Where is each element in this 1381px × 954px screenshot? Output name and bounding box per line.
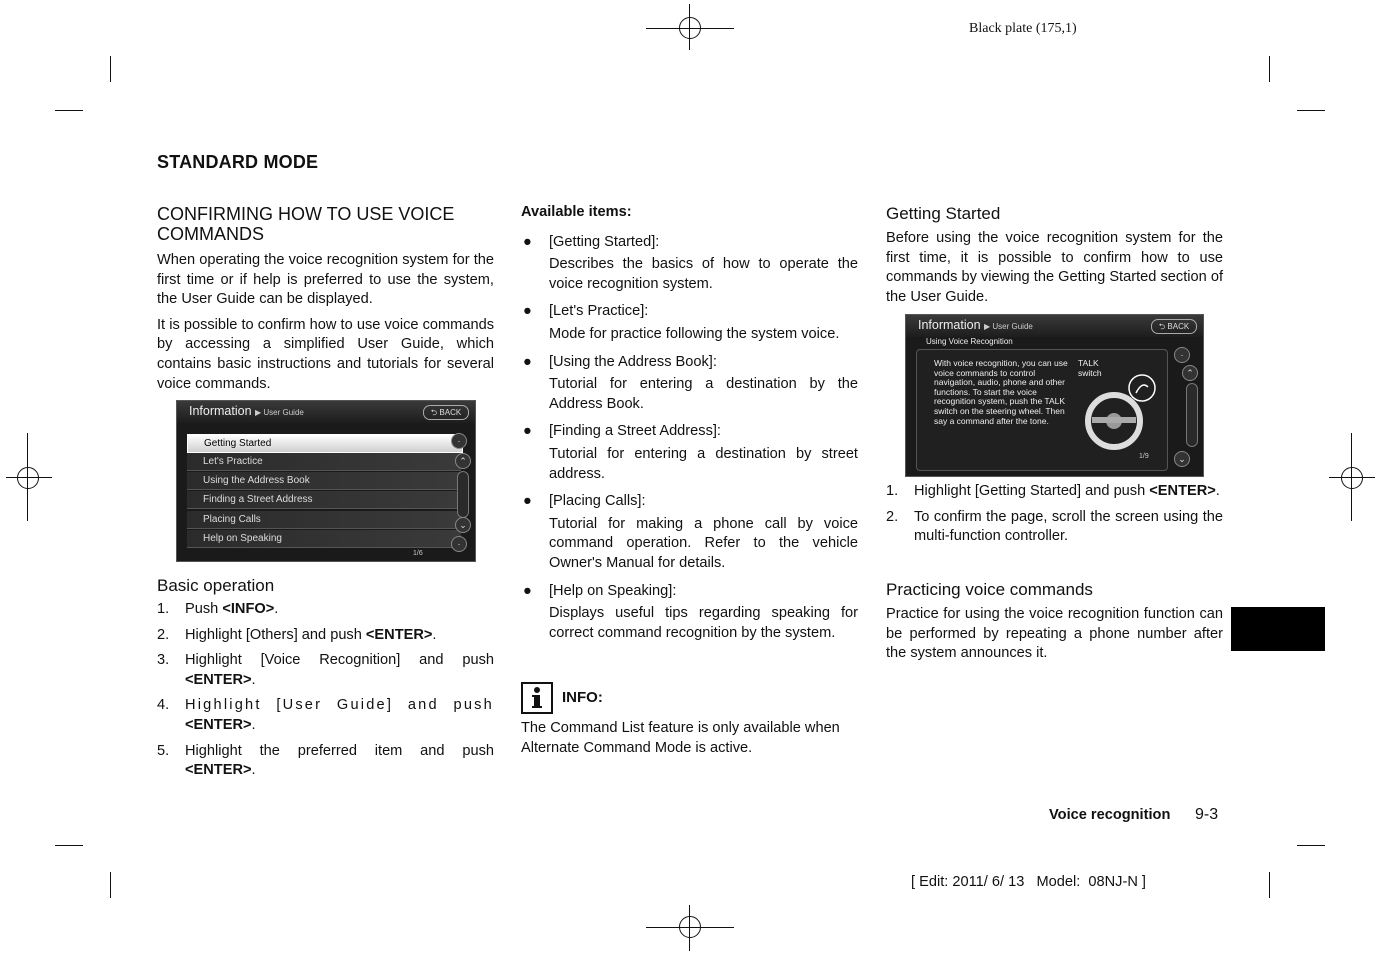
column-1 xyxy=(157,204,494,400)
available-items-list xyxy=(521,233,858,644)
section-title: STANDARD MODE xyxy=(157,152,319,172)
screen-subtitle: Using Voice Recognition xyxy=(926,337,1013,346)
menu-item-lets-practice[interactable]: Let's Practice xyxy=(187,453,461,471)
steps-list xyxy=(157,600,494,781)
heading-getting-started: Getting Started xyxy=(886,204,1001,223)
scrollbar[interactable] xyxy=(457,471,469,518)
heading-confirming: CONFIRMING HOW TO USE VOICE COMMANDS xyxy=(157,204,455,244)
chevron-down-icon[interactable]: ⌄ xyxy=(455,517,471,533)
page-indicator: 1/6 xyxy=(413,550,423,557)
menu-item-help-speaking[interactable]: Help on Speaking xyxy=(187,530,461,548)
list-item: ● [Getting Started]: Describes the basics of how to operate the voice recognition system. xyxy=(523,233,858,292)
info-text: The Command List feature is only available when Alternate Command Mode is active. xyxy=(521,720,840,756)
screen-body-text: With voice recognition, you can use voice commands to control navigation, audio, phone and other functions. To start the voice recognition system, push the TALK switch on the steering wheel. Then say a command after the tone. xyxy=(934,358,1068,426)
list-item: ● [Placing Calls]: Tutorial for making a phone call by voice command operation. Refer to the vehicle Owner's Manual for details. xyxy=(523,493,858,571)
list-item: ● [Finding a Street Address]: Tutorial for entering a destination by street address. xyxy=(523,423,858,482)
getting-started-screen xyxy=(905,314,1204,477)
menu-item-placing-calls[interactable]: Placing Calls xyxy=(187,511,461,529)
scroll-up-icon[interactable]: · xyxy=(1174,347,1190,363)
footer-section: Voice recognition xyxy=(1049,807,1171,823)
page-number: 9-3 xyxy=(1195,806,1219,823)
paragraph: It is possible to confirm how to use voice commands by accessing a simplified User Guide, which contains basic instructions and tutorials for several voice commands. xyxy=(157,316,494,392)
step-item: 3. Highlight [Voice Recognition] and push <ENTER>. xyxy=(157,652,494,688)
getting-started-steps xyxy=(886,482,1223,553)
menu-item-getting-started[interactable]: Getting Started xyxy=(187,434,463,453)
scroll-up-icon[interactable]: · xyxy=(451,433,467,449)
talk-switch-label: TALK switch xyxy=(1078,358,1102,378)
back-button[interactable]: ⮌ BACK xyxy=(423,405,469,420)
step-item: 2. Highlight [Others] and push <ENTER>. xyxy=(157,626,437,643)
chevron-up-icon[interactable]: ⌃ xyxy=(1182,365,1198,381)
screen-header xyxy=(906,315,1203,337)
plate-label: Black plate (175,1) xyxy=(969,21,1077,36)
info-label: INFO: xyxy=(562,689,603,706)
step-item: 4. Highlight [User Guide] and push <ENTER>. xyxy=(157,697,494,733)
step-item: 1. Highlight [Getting Started] and push <ENTER>. xyxy=(886,483,1220,499)
paragraph: Practice for using the voice recognition function can be performed by repeating a phone number after the system announces it. xyxy=(886,606,1223,662)
scroll-down-icon[interactable]: · xyxy=(451,536,467,552)
steering-wheel-icon xyxy=(1084,373,1166,453)
chevron-down-icon[interactable]: ⌄ xyxy=(1174,451,1190,467)
screen-title: Information ▶ User Guide xyxy=(918,318,1033,332)
page-indicator: 1/9 xyxy=(1139,453,1149,460)
heading-practicing: Practicing voice commands xyxy=(886,580,1093,599)
list-item: ● [Help on Speaking]: Displays useful tips regarding speaking for correct command recognition by the system. xyxy=(523,582,858,641)
menu-item-address-book[interactable]: Using the Address Book xyxy=(187,472,461,490)
step-item: 5. Highlight the preferred item and push <ENTER>. xyxy=(157,742,494,779)
column-2 xyxy=(521,203,858,651)
user-guide-screen xyxy=(176,400,476,562)
info-icon xyxy=(521,682,553,714)
screen-header xyxy=(177,401,475,423)
step-item: 1. Push <INFO>. xyxy=(157,601,279,617)
list-item: ● [Let's Practice]: Mode for practice following the system voice. xyxy=(523,303,840,342)
edit-info: [ Edit: 2011/ 6/ 13 Model: 08NJ-N ] xyxy=(911,874,1146,890)
available-items-label: Available items: xyxy=(521,204,632,220)
step-item: 2. To confirm the page, scroll the screen using the multi-function controller. xyxy=(886,508,1223,545)
section-tab xyxy=(1231,607,1325,651)
practicing-section xyxy=(886,580,1223,670)
scrollbar[interactable] xyxy=(1186,383,1198,447)
list-item: ● [Using the Address Book]: Tutorial for entering a destination by the Address Book. xyxy=(523,353,858,412)
paragraph: When operating the voice recognition system for the first time or if help is preferred to use the system, the User Guide can be displayed. xyxy=(157,252,494,308)
menu-item-street-address[interactable]: Finding a Street Address xyxy=(187,491,461,509)
paragraph: Before using the voice recognition system for the first time, it is possible to confirm how to use commands by viewing the Getting Started section of the User Guide. xyxy=(886,230,1223,305)
back-button[interactable]: ⮌ BACK xyxy=(1151,319,1197,334)
heading-basic-operation: Basic operation xyxy=(157,576,275,595)
screen-title: Information ▶ User Guide xyxy=(189,404,304,418)
basic-operation xyxy=(157,576,494,787)
column-3 xyxy=(886,204,1223,313)
steps-list xyxy=(886,482,1223,547)
chevron-up-icon[interactable]: ⌃ xyxy=(455,453,471,469)
